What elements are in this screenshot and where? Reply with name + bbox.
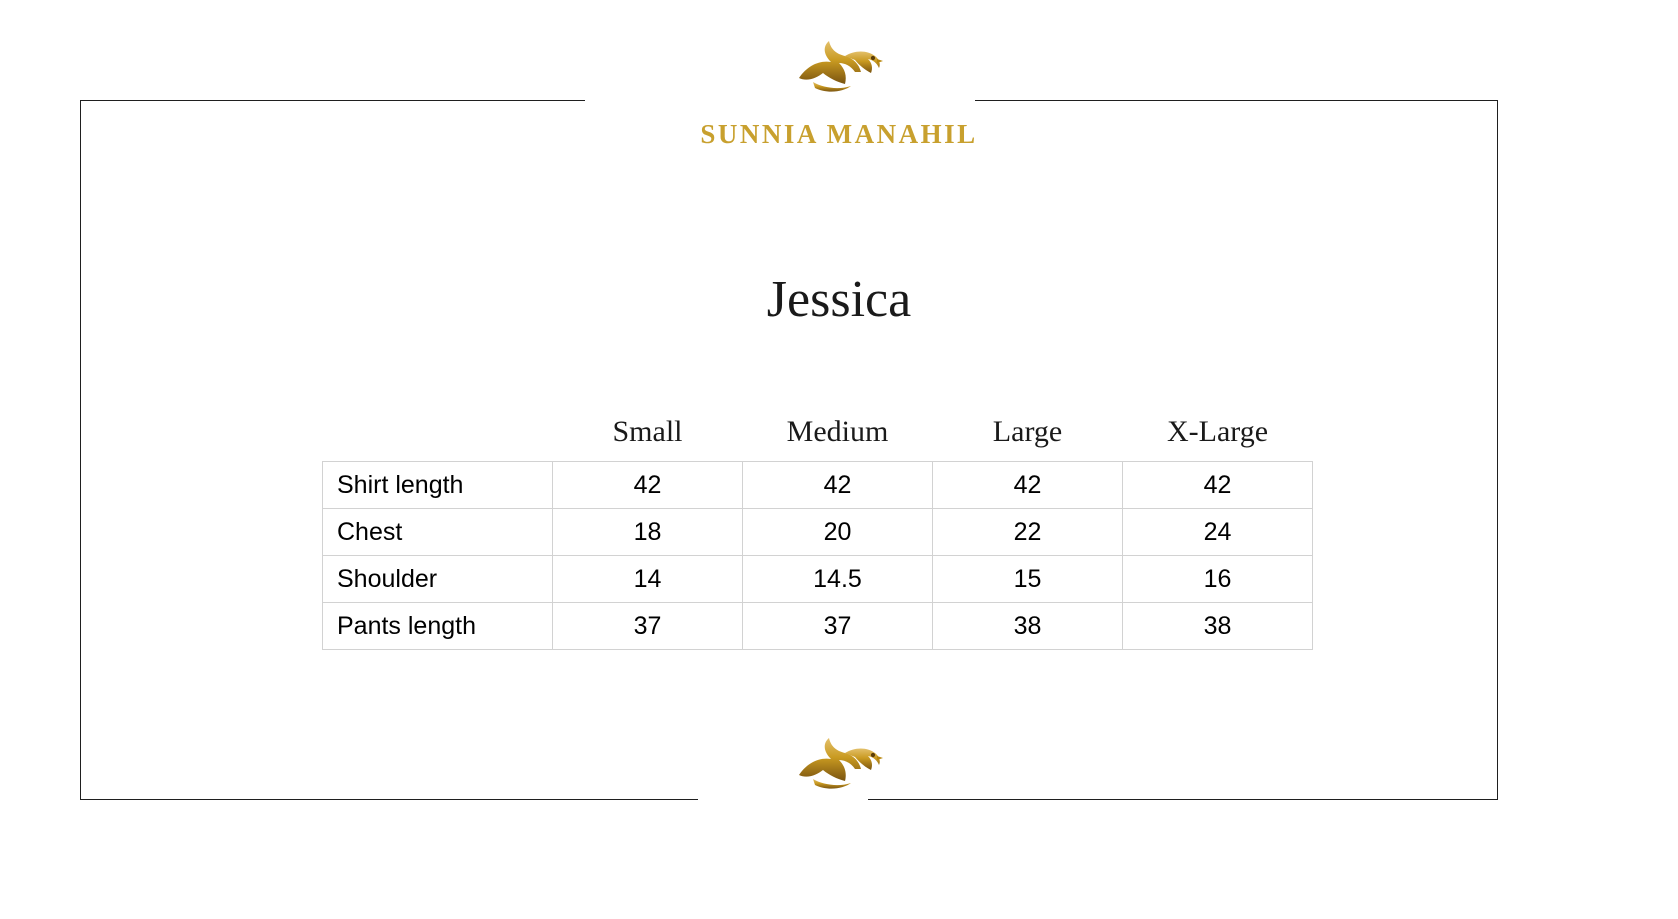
table-cell: 38 (1123, 603, 1313, 650)
table-cell: 14.5 (743, 556, 933, 603)
row-label: Pants length (323, 603, 553, 650)
table-cell: 24 (1123, 509, 1313, 556)
size-chart (322, 415, 1322, 650)
table-cell: 38 (933, 603, 1123, 650)
table-row (323, 462, 1313, 509)
column-header-xlarge: X-Large (1166, 415, 1269, 448)
table-cell: 16 (1123, 556, 1313, 603)
table-header-row (323, 415, 1313, 462)
brand-name: SUNNIA MANAHIL (700, 119, 978, 149)
table-cell: 22 (933, 509, 1123, 556)
table-row (323, 509, 1313, 556)
table-cell: 42 (933, 462, 1123, 509)
swan-icon (793, 38, 885, 100)
size-chart-table (322, 415, 1313, 650)
column-header-large: Large (992, 415, 1063, 448)
table-cell: 14 (553, 556, 743, 603)
brand-logo-bottom (0, 735, 1678, 802)
row-label: Shoulder (323, 556, 553, 603)
table-cell: 42 (743, 462, 933, 509)
table-cell: 37 (553, 603, 743, 650)
table-cell: 37 (743, 603, 933, 650)
table-row (323, 556, 1313, 603)
table-cell: 18 (553, 509, 743, 556)
table-corner-cell (323, 415, 553, 462)
brand-logo-top (0, 38, 1678, 150)
table-cell: 20 (743, 509, 933, 556)
table-cell: 42 (1123, 462, 1313, 509)
row-label: Shirt length (323, 462, 553, 509)
column-header-medium: Medium (786, 415, 889, 448)
table-row (323, 603, 1313, 650)
swan-icon (793, 735, 885, 797)
row-label: Chest (323, 509, 553, 556)
column-header-small: Small (612, 415, 683, 448)
page-title: Jessica (766, 271, 912, 328)
table-cell: 15 (933, 556, 1123, 603)
table-cell: 42 (553, 462, 743, 509)
